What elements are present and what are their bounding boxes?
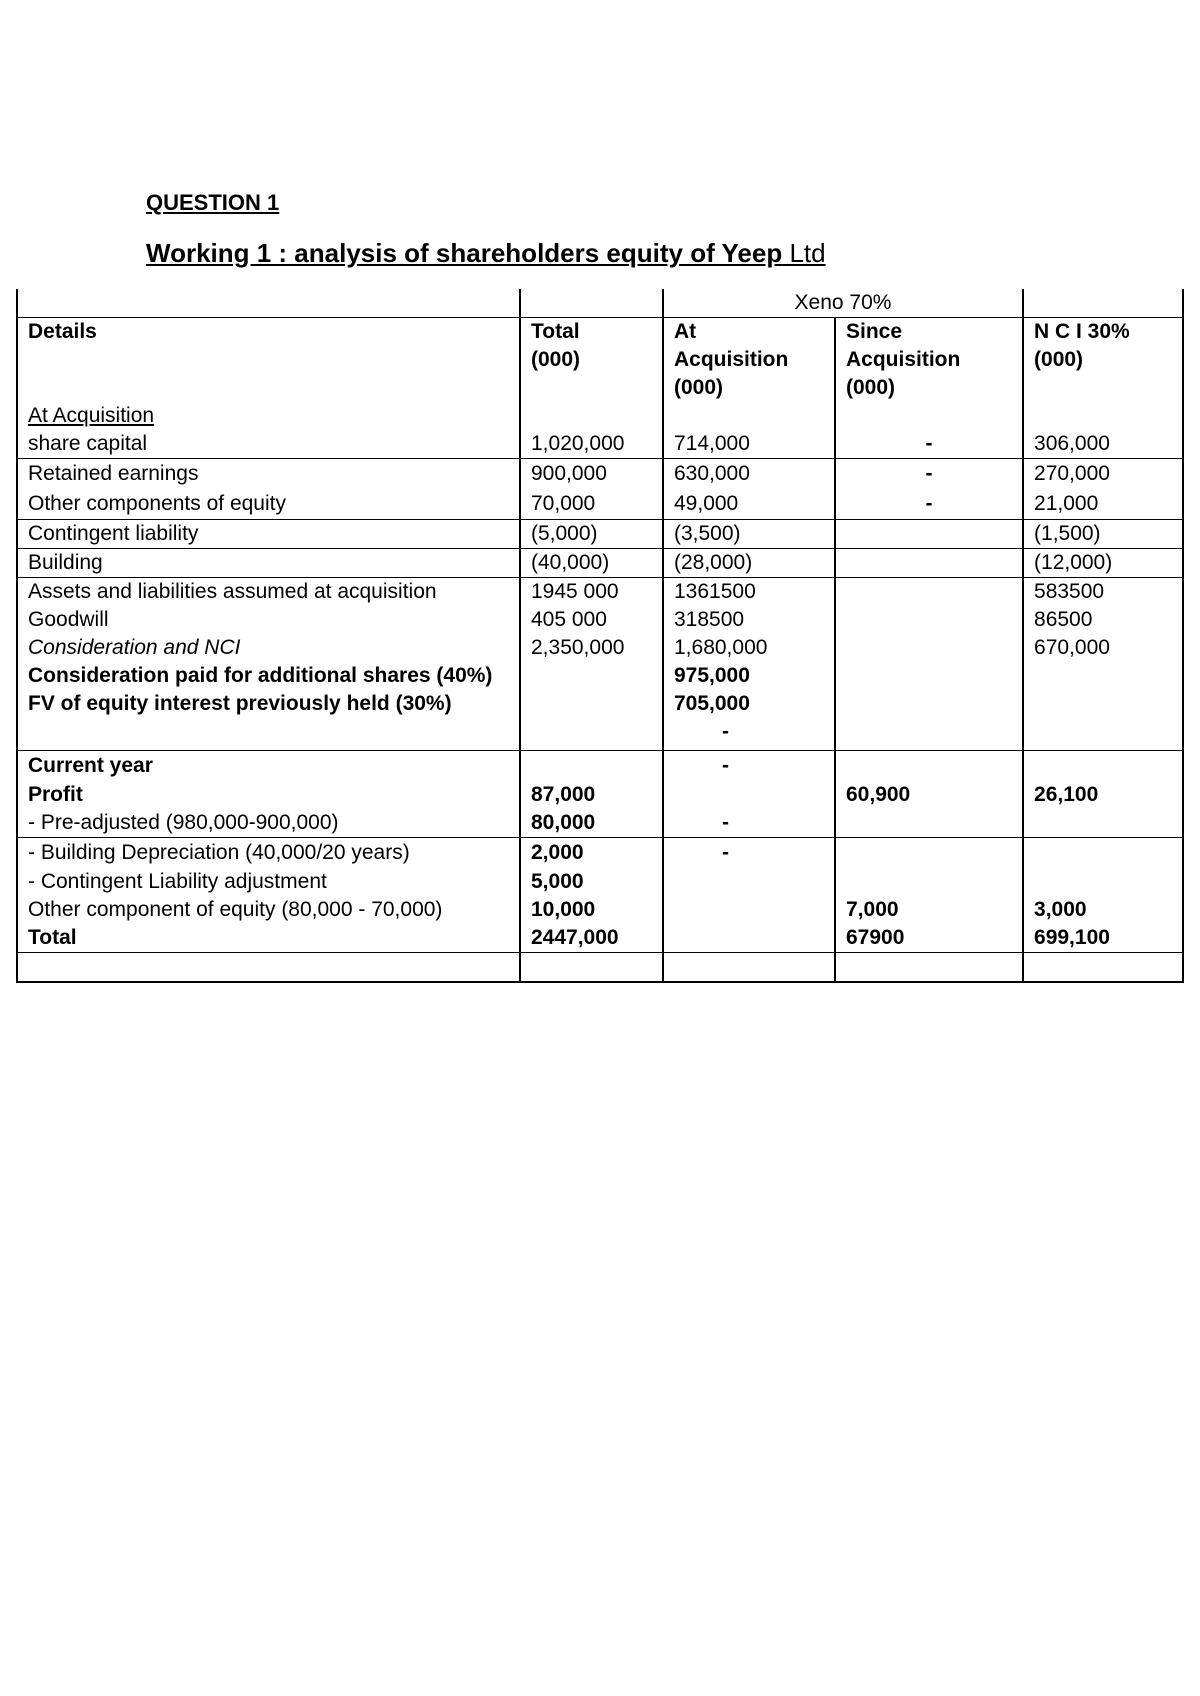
table-row: Building (40,000) (28,000) (12,000) xyxy=(17,549,1183,578)
table-row: Other component of equity (80,000 - 70,000) 10,000 7,000 3,000 xyxy=(17,896,1183,924)
table-row: Current year - xyxy=(17,750,1183,781)
header-nci: N C I 30% (000) xyxy=(1023,318,1183,403)
header-total: Total (000) xyxy=(520,318,663,403)
table-row: - Pre-adjusted (980,000-900,000) 80,000 - xyxy=(17,809,1183,838)
table-row: FV of equity interest previously held (30%) 705,000 xyxy=(17,690,1183,718)
header-at-acquisition: At Acquisition (000) xyxy=(663,318,835,403)
working-title xyxy=(146,238,826,269)
question-title: QUESTION 1 xyxy=(146,190,280,215)
table-row: Assets and liabilities assumed at acquisition 1945 000 1361500 583500 xyxy=(17,578,1183,607)
table-row: Retained earnings 900,000 630,000 - 270,000 xyxy=(17,459,1183,490)
table-row: Total 2447,000 67900 699,100 xyxy=(17,924,1183,953)
table-row: Contingent liability (5,000) (3,500) (1,500) xyxy=(17,520,1183,549)
table-row: - Building Depreciation (40,000/20 years) 2,000 - xyxy=(17,837,1183,868)
header-since-acquisition: Since Acquisition (000) xyxy=(835,318,1023,403)
table-row: Consideration and NCI 2,350,000 1,680,000 670,000 xyxy=(17,634,1183,662)
table-row: Other components of equity 70,000 49,000 - 21,000 xyxy=(17,489,1183,520)
header-details: Details xyxy=(17,318,520,403)
table-row: At Acquisition share capital 1,020,000 714,000 - 306,000 xyxy=(17,402,1183,459)
table-row: Consideration paid for additional shares (40%) 975,000 xyxy=(17,662,1183,690)
working-title-main: Working 1 : analysis of shareholders equity of Yeep xyxy=(146,238,783,268)
table-row: - xyxy=(17,718,1183,750)
table-row-empty xyxy=(17,952,1183,982)
working-title-suffix: Ltd xyxy=(782,238,826,268)
table-row: Profit 87,000 60,900 26,100 xyxy=(17,781,1183,809)
row-label: At Acquisition share capital xyxy=(17,402,520,459)
header-row xyxy=(17,318,1183,403)
table-row: - Contingent Liability adjustment 5,000 xyxy=(17,868,1183,896)
group-header-row xyxy=(17,289,1183,318)
equity-analysis-table xyxy=(16,289,1184,983)
group-header-xeno: Xeno 70% xyxy=(663,289,1023,318)
table-row: Goodwill 405 000 318500 86500 xyxy=(17,606,1183,634)
